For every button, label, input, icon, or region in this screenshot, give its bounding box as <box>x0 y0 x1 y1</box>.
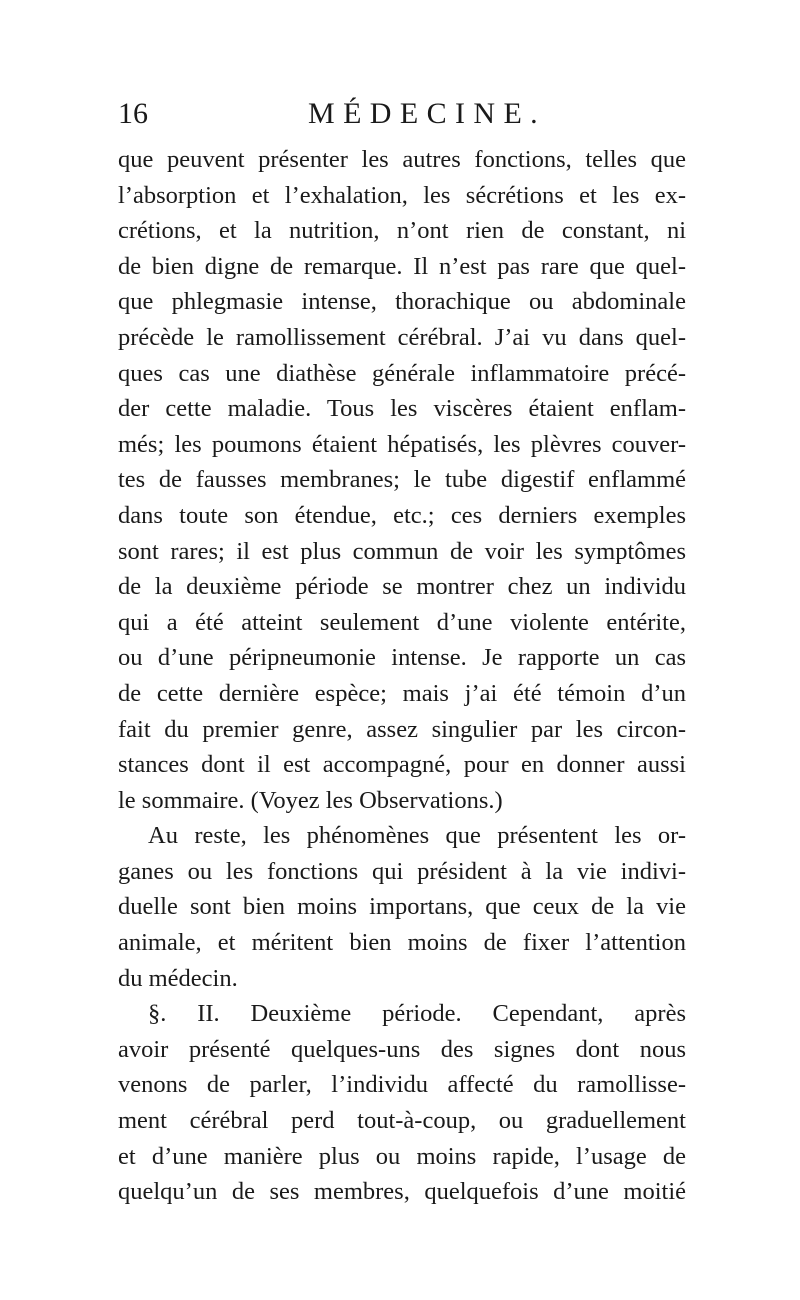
page-number: 16 <box>118 97 148 130</box>
text-line: stances dont il est accompagné, pour en donner aussi <box>118 751 686 779</box>
text-line: de la deuxième période se montrer chez un individu <box>118 573 686 601</box>
text-line: que phlegmasie intense, thorachique ou abdominale <box>118 288 686 316</box>
text-line: dans toute son étendue, etc.; ces derniers exemples <box>118 501 686 529</box>
body-text <box>118 142 686 1210</box>
text-line: que peuvent présenter les autres fonctions, telles que <box>118 146 686 173</box>
text-line: tes de fausses membranes; le tube digestif enflammé <box>118 466 686 494</box>
text-line: ment cérébral perd tout-à-coup, ou graduellement <box>118 1107 686 1135</box>
text-line: avoir présenté quelques-uns des signes dont nous <box>118 1035 686 1063</box>
text-line: quelqu’un de ses membres, quelquefois d’une moitié <box>118 1178 686 1206</box>
text-line: duelle sont bien moins importans, que ceux de la vie <box>118 893 686 921</box>
text-line: de bien digne de remarque. Il n’est pas rare que quel- <box>118 252 686 280</box>
page-header <box>118 94 688 134</box>
text-line: l’absorption et l’exhalation, les sécrétions et les ex- <box>118 181 686 209</box>
text-line: sont rares; il est plus commun de voir les symptômes <box>118 537 686 565</box>
text-line: qui a été atteint seulement d’une violente entérite, <box>118 608 686 636</box>
text-line: der cette maladie. Tous les viscères étaient enflam- <box>118 395 686 423</box>
text-line: ques cas une diathèse générale inflammatoire précé- <box>118 359 686 387</box>
text-line: ou d’une péripneumonie intense. Je rapporte un cas <box>118 644 686 672</box>
text-line: précède le ramollissement cérébral. J’ai vu dans quel- <box>118 323 686 351</box>
text-line: crétions, et la nutrition, n’ont rien de constant, ni <box>118 217 686 245</box>
text-line: més; les poumons étaient hépatisés, les plèvres couver- <box>118 430 686 458</box>
text-line: animale, et méritent bien moins de fixer l’attention <box>118 929 686 957</box>
text-line: ganes ou les fonctions qui président à la vie indivi- <box>118 857 686 885</box>
text-line: fait du premier genre, assez singulier par les circon- <box>118 715 686 743</box>
text-line: le sommaire. (Voyez les Observations.) <box>118 786 503 814</box>
text-line: venons de parler, l’individu affecté du ramollisse- <box>118 1071 686 1099</box>
text-line: de cette dernière espèce; mais j’ai été témoin d’un <box>118 679 686 707</box>
section-heading-line: §. II. Deuxième période. Cependant, après <box>148 1000 686 1028</box>
text-line: du médecin. <box>118 964 238 992</box>
text-line: et d’une manière plus ou moins rapide, l’usage de <box>118 1142 686 1170</box>
paragraph-start-line: Au reste, les phénomènes que présentent les or- <box>148 822 686 850</box>
running-head: MÉDECINE. <box>308 97 547 130</box>
